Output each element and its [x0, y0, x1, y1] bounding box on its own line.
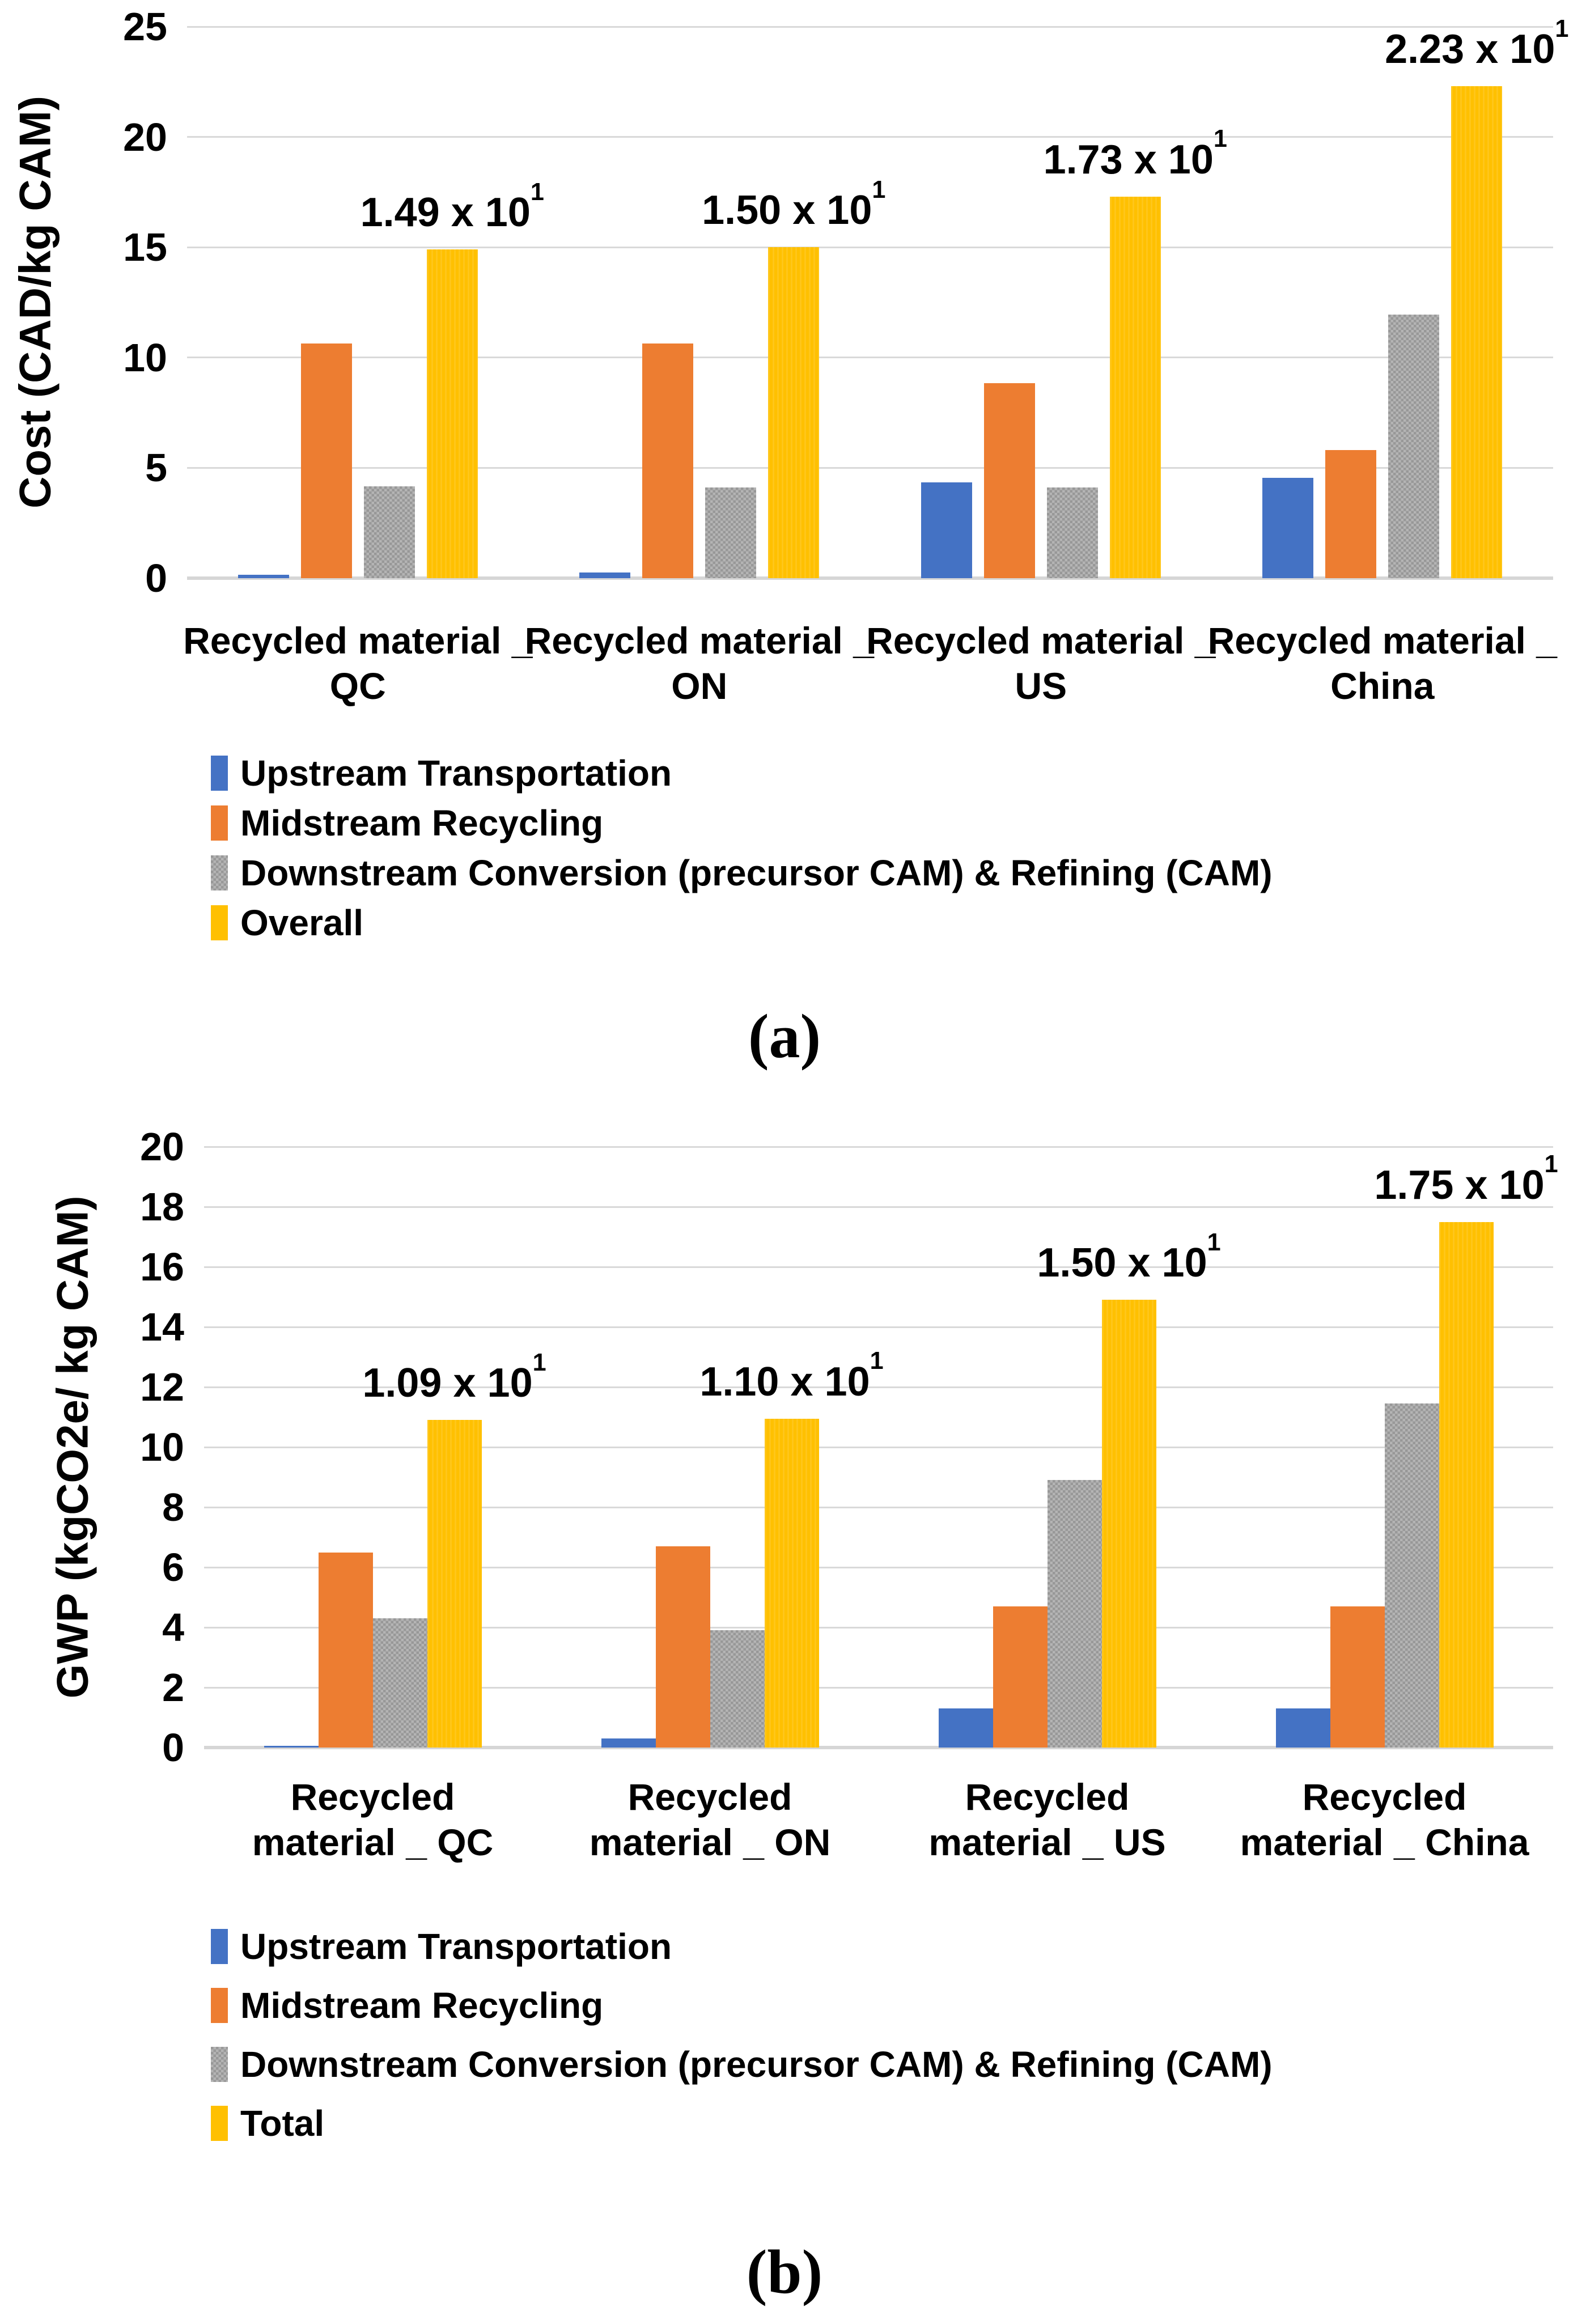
bar-cluster-china	[1276, 1222, 1494, 1748]
bar-upstream-transportation-qc	[264, 1746, 319, 1748]
x-category-label-us	[928, 1774, 1165, 1865]
x-category-label-line: Recycled	[290, 1776, 455, 1818]
legend-item-downstream-conversion	[211, 2044, 1273, 2085]
legend-swatch-total	[211, 2106, 228, 2141]
total-value-mantissa: 1.49 x 10	[360, 190, 531, 236]
total-value-mantissa: 1.10 x 10	[699, 1359, 870, 1405]
bar-cluster-us	[939, 1300, 1156, 1748]
bar-midstream-recycling-us	[993, 1606, 1048, 1748]
legend-item-total	[211, 2103, 324, 2144]
bar-downstream-conversion-on	[710, 1630, 765, 1748]
x-category-label-line: China	[1330, 665, 1435, 707]
x-category-label-line: ON	[671, 665, 728, 707]
y-tick-label: 14	[140, 1305, 184, 1349]
bar-total-qc	[427, 1420, 482, 1748]
bar-total-us	[1102, 1300, 1156, 1748]
total-value-label	[699, 1347, 884, 1405]
x-category-label-line: Recycled material _	[866, 620, 1216, 661]
total-value-label	[362, 1348, 546, 1406]
legend-label: Total	[240, 2103, 325, 2144]
x-category-label-line: QC	[329, 665, 386, 707]
x-category-label-line: Recycled	[627, 1776, 792, 1818]
legend-label: Upstream Transportation	[240, 753, 672, 794]
bar-upstream-transportation-china	[1276, 1708, 1330, 1748]
y-tick-label: 5	[145, 446, 167, 490]
bar-downstream-conversion-us	[1048, 1480, 1102, 1748]
total-value-mantissa: 1.09 x 10	[362, 1360, 533, 1406]
total-value-exponent: 1	[872, 176, 886, 203]
x-category-label-line: material _ ON	[589, 1821, 831, 1863]
total-value-mantissa: 1.75 x 10	[1374, 1162, 1545, 1208]
gwp-plot-area	[204, 1147, 1558, 1748]
legend-label: Midstream Recycling	[240, 803, 604, 843]
bar-cluster-on	[601, 1419, 819, 1748]
y-tick-label: 16	[140, 1245, 184, 1289]
legend-label: Downstream Conversion (precursor CAM) & Refining (CAM)	[240, 853, 1273, 893]
caption-a: (a)	[748, 1002, 821, 1071]
total-value-mantissa: 1.50 x 10	[702, 188, 872, 234]
gwp-y-axis-title: GWP (kgCO2e/ kg CAM)	[47, 1195, 97, 1699]
x-category-label-line: Recycled	[965, 1776, 1130, 1818]
x-category-label-line: Recycled material _	[1207, 620, 1557, 661]
y-tick-label: 12	[140, 1365, 184, 1409]
bar-midstream-recycling-on	[656, 1546, 710, 1748]
total-value-mantissa: 1.50 x 10	[1037, 1240, 1207, 1286]
total-value-exponent: 1	[870, 1347, 884, 1375]
y-tick-label: 0	[145, 556, 167, 600]
x-category-label-on	[590, 1774, 831, 1865]
legend-swatch-upstream	[211, 1929, 228, 1964]
y-tick-label: 18	[140, 1185, 184, 1229]
gridline	[204, 1206, 1553, 1208]
legend-item-midstream-recycling	[211, 1985, 603, 2026]
y-tick-label: 2	[162, 1665, 184, 1710]
bar-downstream-conversion-qc	[373, 1618, 427, 1748]
total-value-label	[1374, 1150, 1558, 1208]
total-value-exponent: 1	[532, 1348, 546, 1376]
y-tick-label: 4	[162, 1605, 184, 1649]
y-tick-label: 20	[123, 114, 167, 159]
y-tick-label: 0	[162, 1725, 184, 1770]
total-value-mantissa: 2.23 x 10	[1385, 27, 1555, 73]
bar-upstream-transportation-us	[939, 1708, 993, 1748]
bar-upstream-transportation-on	[601, 1738, 656, 1748]
x-category-label-line: Recycled material _	[183, 620, 533, 661]
legend-label: Midstream Recycling	[240, 1985, 604, 2026]
x-category-label-line: material _ QC	[252, 1821, 494, 1863]
y-tick-label: 10	[123, 335, 167, 380]
bar-midstream-recycling-qc	[319, 1553, 373, 1748]
total-value-label	[1037, 1228, 1221, 1286]
legend-item-upstream-transportation	[211, 1926, 672, 1967]
legend-swatch-downstream	[211, 2047, 228, 2082]
bar-downstream-conversion-china	[1385, 1403, 1439, 1748]
gridline	[204, 1146, 1553, 1148]
x-category-label-china	[1240, 1774, 1529, 1865]
y-tick-label: 10	[140, 1425, 184, 1469]
y-tick-label: 15	[123, 225, 167, 270]
x-category-label-line: US	[1015, 665, 1067, 707]
x-category-label-line: Recycled	[1302, 1776, 1467, 1818]
y-tick-label: 8	[162, 1485, 184, 1529]
total-value-exponent: 1	[1213, 125, 1227, 153]
caption-b: (b)	[746, 2237, 823, 2306]
bar-cluster-qc	[264, 1420, 482, 1748]
legend-label: Downstream Conversion (precursor CAM) & Refining (CAM)	[240, 2044, 1273, 2085]
x-category-label-line: material _ US	[928, 1821, 1166, 1863]
bar-total-china	[1439, 1222, 1494, 1748]
y-tick-label: 6	[162, 1545, 184, 1589]
legend-label: Overall	[240, 902, 364, 943]
total-value-exponent: 1	[1207, 1228, 1221, 1256]
total-value-exponent: 1	[1555, 15, 1569, 43]
legend-label: Upstream Transportation	[240, 1926, 672, 1967]
cost-y-axis-title: Cost (CAD/kg CAM)	[10, 96, 60, 508]
total-value-mantissa: 1.73 x 10	[1043, 137, 1214, 183]
y-tick-label: 20	[140, 1125, 184, 1169]
bar-total-on	[765, 1419, 819, 1748]
legend-swatch-midstream	[211, 1988, 228, 2023]
x-category-label-line: Recycled material _	[524, 620, 874, 661]
total-value-exponent: 1	[530, 178, 544, 206]
x-category-label-line: material _ China	[1240, 1821, 1529, 1863]
y-tick-label: 25	[123, 5, 167, 49]
total-value-exponent: 1	[1544, 1150, 1558, 1178]
bar-midstream-recycling-china	[1330, 1606, 1385, 1748]
x-category-label-qc	[252, 1774, 494, 1865]
